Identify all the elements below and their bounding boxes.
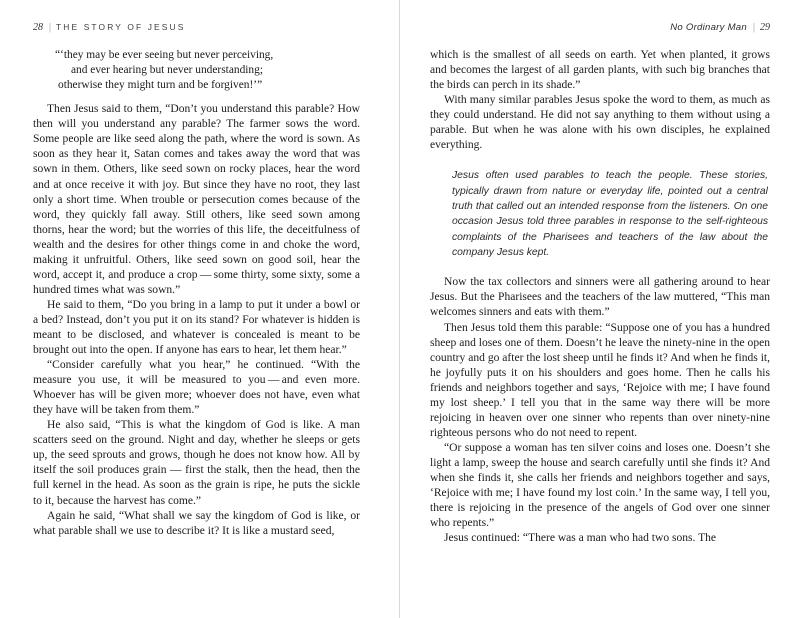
header-separator: | [752,22,755,33]
paragraph: “Or suppose a woman has ten silver coins and loses one. Doesn’t she light a lamp, sweep the house and search carefully until she finds it? And when she finds it, she calls her friends and neighbors together and says, ‘Rejoice with me; I have found my lost coin.’ In the same way, I tell you, there is rejoicing in the presence of the angels of God over one sinner who repents.” [430,441,770,530]
paragraph: Now the tax collectors and sinners were all gathering around to hear Jesus. But the Pharisees and the teachers of the law muttered, “This man welcomes sinners and eats with them.” [430,276,770,319]
verse-line-3: otherwise they might turn and be forgiven!’” [58,79,263,92]
right-text-column [430,48,770,546]
paragraph: He also said, “This is what the kingdom of God is like. A man scatters seed on the ground. Night and day, whether he sleeps or gets up, the seed sprouts and grows, though he does not know how. All by itself the soil produces grain — first the stalk, then the head, then the full kernel in the head. As soon as the grain is ripe, he puts the sickle to it, because the harvest has come.” [33,419,360,507]
right-running-header [430,22,770,48]
paragraph: He said to them, “Do you bring in a lamp to put it under a bowl or a bed? Instead, don’t you put it on its stand? For whatever is hidden is meant to be disclosed, and whatever is concealed is meant to be brought out into the open. If anyone has ears to hear, let them hear.” [33,298,360,357]
right-page [400,0,800,618]
verse-line-1: “‘they may be ever seeing but never perceiving, [55,49,274,61]
paragraph: Then Jesus said to them, “Don’t you understand this parable? How then will you understand any parable? The farmer sows the word. Some people are like seed along the path, where the word is sown. As soon as they hear it, Satan comes and takes away the word that was sown in them. Others, like seed sown on rocky places, hear the word and at once receive it with joy. But since they have no root, they last only a short time. When trouble or persecution comes because of the word, they quickly fall away. Still others, like seed sown among thorns, hear the word; but the worries of this life, the deceitfulness of wealth and the desires for other things come in and choke the word, making it unfruitful. Others, like seed sown on good soil, hear the word, accept it, and produce a crop — some thirty, some sixty, some a hundred times what was sown.” [33,103,360,296]
paragraph: “Consider carefully what you hear,” he continued. “With the measure you use, it will be measured to you — and even more. Whoever has will be given more; whoever does not have, even what they have will be taken from them.” [33,359,360,417]
paragraph: which is the smallest of all seeds on earth. Yet when planted, it grows and becomes the largest of all garden plants, with such big branches that the birds can perch in its shade.” [430,49,770,92]
paragraph: Again he said, “What shall we say the kingdom of God is like, or what parable shall we use to describe it? It is like a mustard seed, [33,509,360,537]
scripture-verse-block [33,48,360,93]
header-separator: | [49,22,52,33]
chapter-title: No Ordinary Man [670,22,747,33]
paragraph: Jesus continued: “There was a man who had two sons. The [444,532,717,545]
left-running-header [33,22,360,48]
paragraph: Then Jesus told them this parable: “Suppose one of you has a hundred sheep and loses one of them. Doesn’t he leave the ninety-nine in the open country and go after the lost sheep until he finds it? And when he finds it, he joyfully puts it on his shoulders and goes home. Then he calls his friends and neighbors together and says, ‘Rejoice with me; I have found my lost sheep.’ I tell you that in the same way there will be more rejoicing in heaven over one sinner who repents than over ninety-nine righteous persons who do not need to repent. [430,321,770,439]
left-text-column [33,48,360,539]
sidebar-note: Jesus often used parables to teach the people. These stories, typically drawn from nature or everyday life, pointed out a central truth that called out an intended response from the listeners. On one occasion Jesus told three parables in response to the self-righteous complaints of the Pharisees and teachers of the law about the company Jesus kept. [452,170,768,259]
book-title: THE STORY OF JESUS [56,22,186,32]
right-page-number: 29 [760,22,770,33]
left-page-number: 28 [33,22,43,33]
verse-line-2: and ever hearing but never understanding; [71,64,263,77]
paragraph: With many similar parables Jesus spoke the word to them, as much as they could understand. He did not say anything to them without using a parable. But when he was alone with his own disciples, he explained everything. [430,94,770,152]
